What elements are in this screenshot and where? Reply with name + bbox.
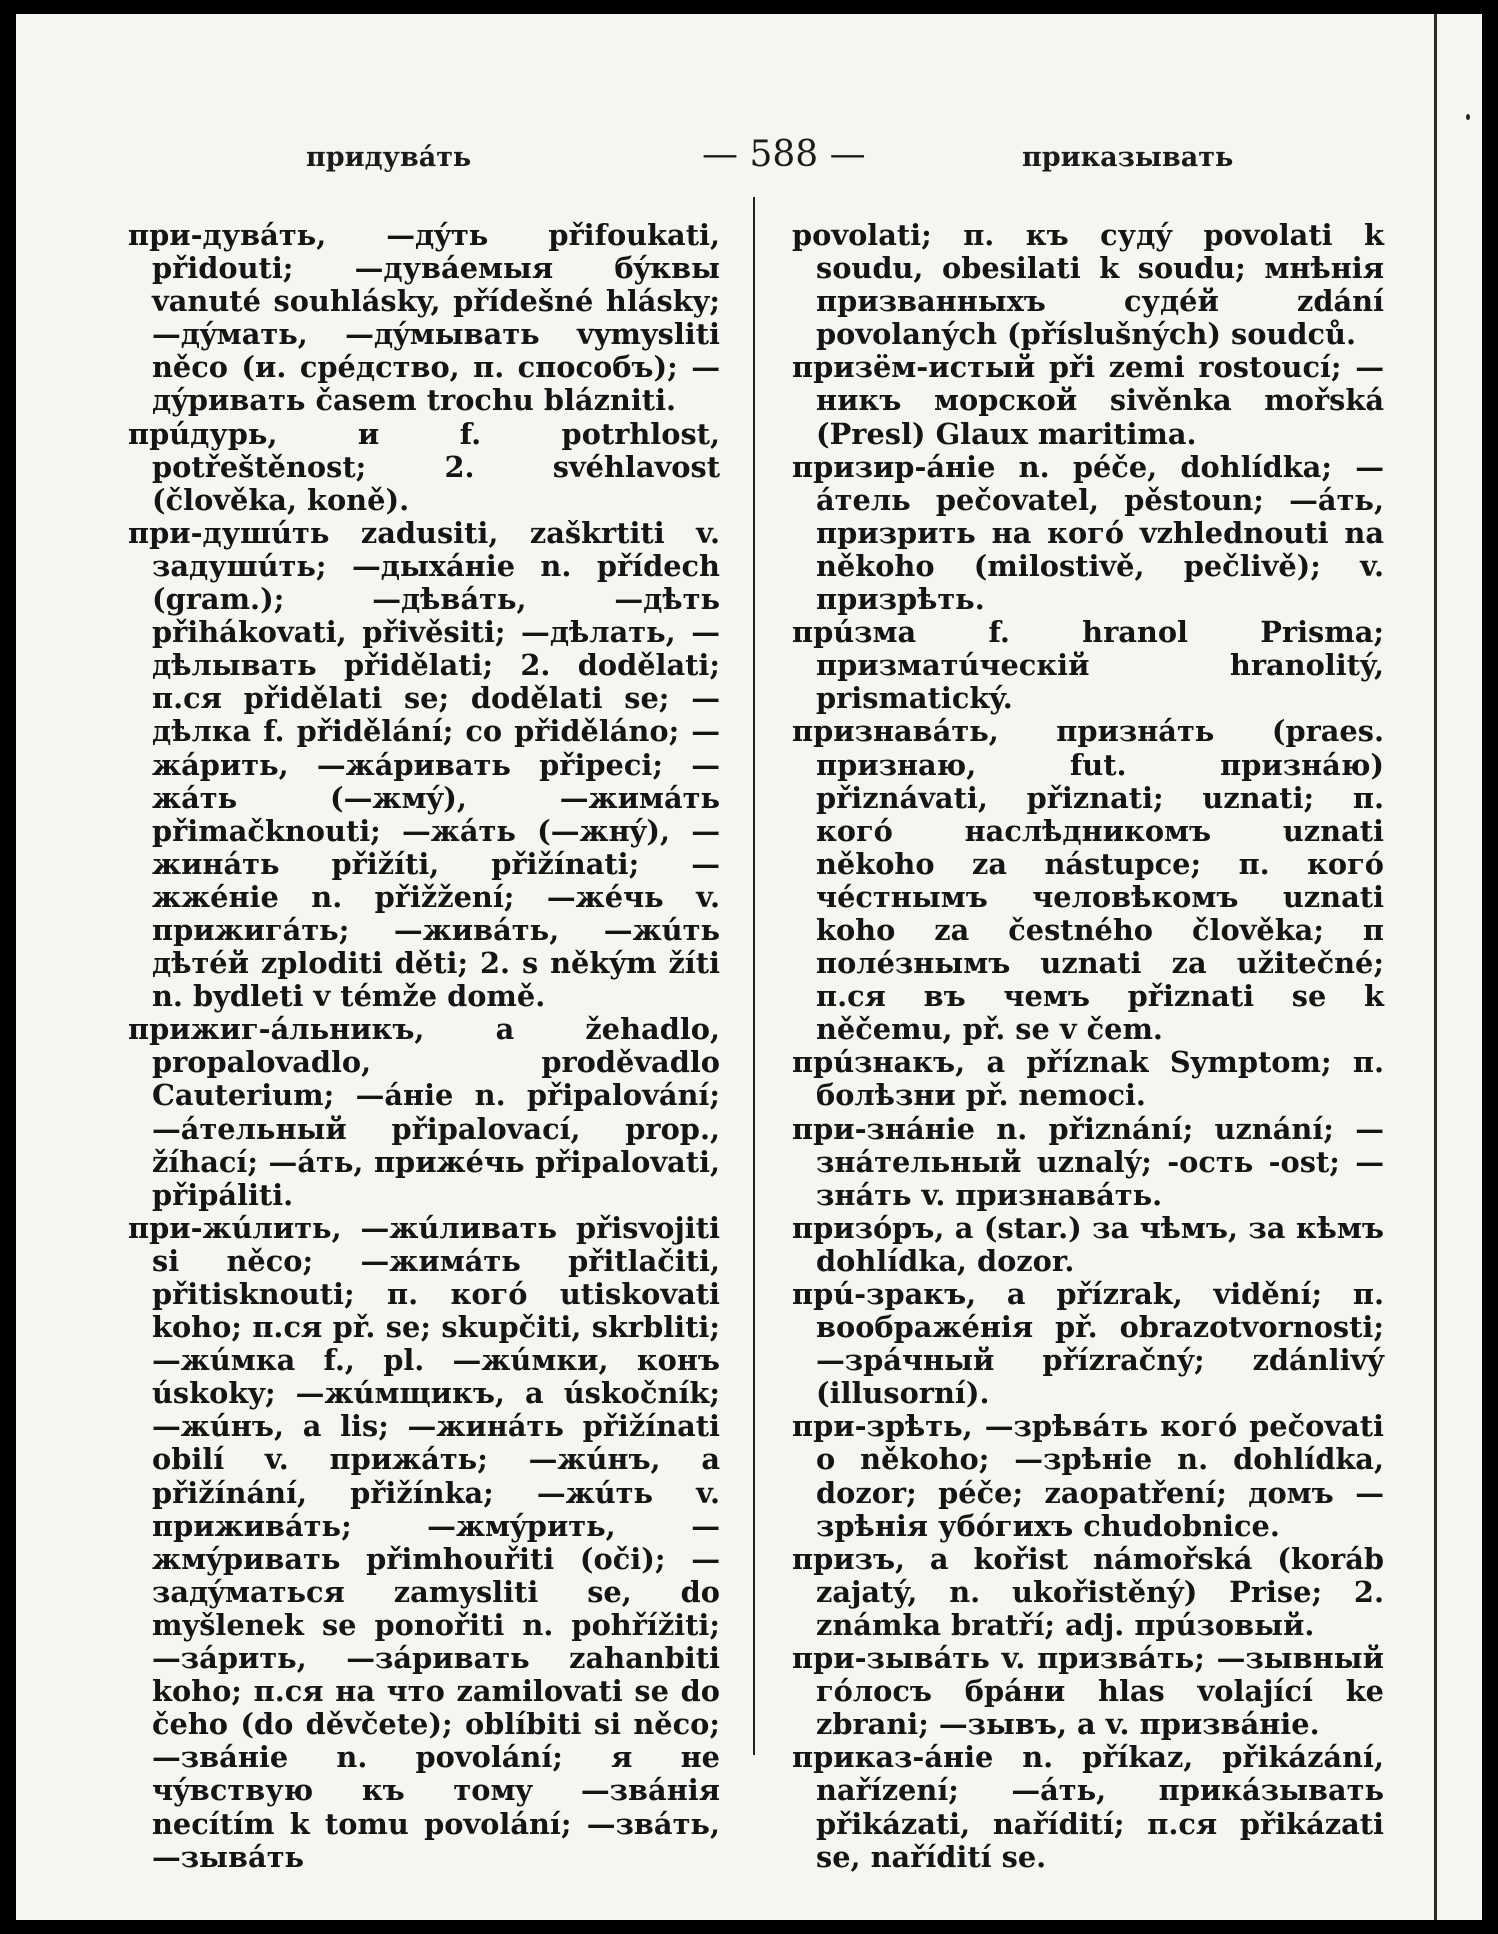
dictionary-entry: приказ-áніе n. příkaz, přikázání, nařízení; —áть, прикáзывать přikázati, nařídití; п.ся přikázati se, nařídití se. <box>792 1740 1384 1874</box>
column-divider <box>753 197 755 1755</box>
print-speck <box>1466 114 1470 120</box>
dictionary-page <box>16 14 1482 1920</box>
dictionary-entry: прижиг-áльникъ, a žehadlo, propalovadlo, proděvadlo Cauterium; —áніе n. připalování; —áтельный připalovací, prop., žíhací; —áть, прижéчь připalovati, připáliti. <box>128 1012 720 1212</box>
dictionary-entry: призъ, a kořist námořská (koráb zajatý, n. ukořistěný) Prise; 2. známka bratří; adj. прúзовый. <box>792 1541 1384 1642</box>
dictionary-entry: при-знáніе n. přiznání; uznání; —знáтельный uznalý; -ость -ost; —знáть v. признавáть. <box>792 1111 1384 1212</box>
dictionary-entry: прúзнакъ, a příznak Symptom; п. болѣзни př. nemoci. <box>792 1045 1384 1113</box>
dictionary-entry: прú-зракъ, a přízrak, vidění; п. воображéнія př. obrazotvornosti; —зрáчный přízračný; zdánlivý (illusorní). <box>792 1277 1384 1411</box>
dictionary-entry: при-жúлить, —жúливать přisvojiti si něco; —жимáть přitlačiti, přitisknouti; п. когó utiskovati koho; п.ся př. se; skupčiti, skrbliti; —жúмка f., pl. —жúмки, конъ úskoky; —жúмщикъ, a úskočník; —жúнъ, a lis; —жинáть přižínati obilí v. прижáть; —жúнъ, a přižínání, přižínka; —жúть v. приживáть; —жмýрить, —жмýривать přimhouřiti (oči); —задýматься zamysliti se, do myšlenek se ponořiti n. pohřížiti; —зáрить, —зáривать zahanbiti koho; п.ся на что zamilovati se do čeho (do děvčete); oblíbiti si něco; —звáніе n. povolání; я не чýвствую къ томy —звáнія necítím k tomu povolání; —звáть, —зывáть <box>128 1210 720 1874</box>
dictionary-entry: прúдурь, и f. potrhlost, potřeštěnost; 2. svéhlavost (člověka, koně). <box>128 416 720 517</box>
dictionary-entry: при-дувáть, —дýть přifoukati, přidouti; —дувáемыя бýквы vanuté souhlásky, přídešné hlásky; —дýмать, —дýмывать vymysliti něco (и. срéдство, п. способъ); —дýривать časem trochu blázniti. <box>128 218 720 418</box>
dictionary-entry: при-зрѣть, —зрѣвáть когó pečovati o někoho; —зрѣніе n. dohlídka, dozor; péče; zaopatření; домъ —зрѣнія убóгихъ chudobnice. <box>792 1409 1384 1543</box>
dictionary-entry: при-зывáть v. призвáть; —зывный гóлосъ брáни hlas volající ke zbrani; —зывъ, a v. призвáніе. <box>792 1641 1384 1742</box>
dictionary-entry: при-душúть zadusiti, zaškrtiti v. задушúть; —дыхáніе n. přídech (gram.); —дѣвáть, —дѣть přihákovati, přivěsiti; —дѣлать, —дѣлывать přidělati; 2. dodělati; п.ся přidělati se; dodělati se; —дѣлка f. přidělání; co přiděláno; —жáрить, —жáривать připeci; —жáть (—жмý), —жимáть přimačknouti; —жáть (—жнý), —жинáть přižíti, přižínati; —жжéніе n. přižžení; —жéчь v. прижигáть; —живáть, —жúть дѣтéй zploditi děti; 2. s někým žíti n. bydleti v témže domě. <box>128 515 720 1014</box>
page-number: — 588 — <box>702 134 866 175</box>
dictionary-entry: призóръ, a (star.) за чѣмъ, за кѣмъ dohlídka, dozor. <box>792 1210 1384 1278</box>
left-column <box>128 219 720 1874</box>
running-header <box>16 132 1482 182</box>
header-guide-word-left: придувáть <box>306 142 472 173</box>
dictionary-entry: прúзма f. hranol Prisma; призматúческій hranolitý, prismatický. <box>792 615 1384 716</box>
dictionary-entry: povolati; п. къ судý povolati k soudu, obesilati k soudu; мнѣнія призванныхъ судéй zdání povolaných (příslušných) soudců. <box>792 218 1384 352</box>
header-guide-word-right: приказывать <box>1022 142 1234 173</box>
dictionary-entry: призир-áніе n. péče, dohlídka; —áтель pečovatel, pěstoun; —áть, призрить на когó vzhlednouti na někoho (milostivě, pečlivě); v. призрѣть. <box>792 449 1384 617</box>
right-column <box>792 219 1384 1874</box>
dictionary-entry: призём-истый při zemi rostoucí; —никъ морской sivěnka mořská (Presl) Glaux maritima. <box>792 350 1384 451</box>
dictionary-entry: признавáть, признáть (praes. признаю, fut. признáю) přiznávati, přiznati; uznati; п. когó наслѣдникомъ uznati někoho za nástupce; п. когó чéстнымъ человѣкомъ uznati koho za čestného člověka; п полéзнымъ uznati za užitečné; п.ся въ чемъ přiznati se k něčemu, př. se v čem. <box>792 714 1384 1047</box>
page-edge-line <box>1434 14 1437 1920</box>
